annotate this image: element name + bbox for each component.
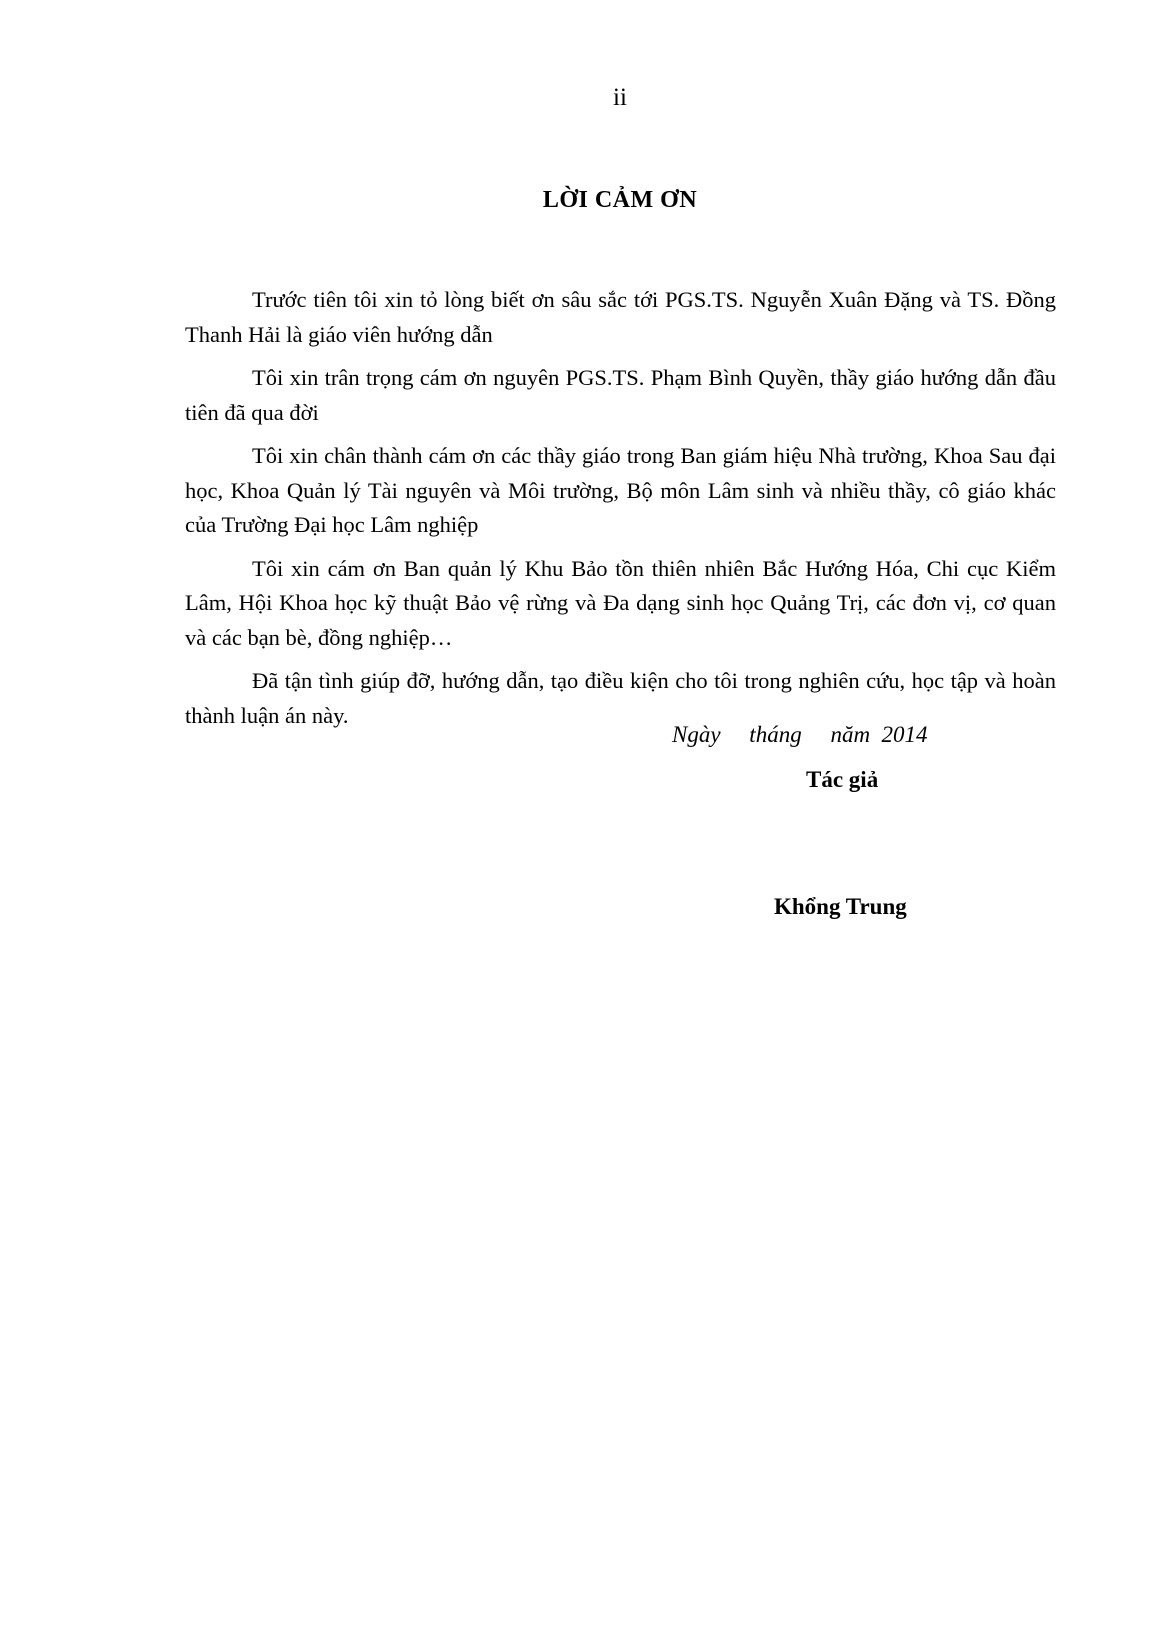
author-label: Tác giả: [806, 767, 879, 792]
signature-date: Ngày tháng năm 2014: [672, 722, 928, 747]
paragraph: Đã tận tình giúp đỡ, hướng dẫn, tạo điều kiện cho tôi trong nghiên cứu, học tập và hoàn thành luận án này.: [185, 668, 1056, 728]
paragraph: Trước tiên tôi xin tỏ lòng biết ơn sâu sắc tới PGS.TS. Nguyễn Xuân Đặng và TS. Đồng Thanh Hải là giáo viên hướng dẫn: [185, 287, 1056, 347]
page-title: LỜI CẢM ƠN: [542, 187, 698, 213]
paragraph: Tôi xin chân thành cám ơn các thầy giáo trong Ban giám hiệu Nhà trường, Khoa Sau đại học, Khoa Quản lý Tài nguyên và Môi trường, Bộ môn Lâm sinh và nhiều thầy, cô giáo khác của Trường Đại học Lâm nghiệp: [185, 443, 1056, 537]
paragraph: Tôi xin cám ơn Ban quản lý Khu Bảo tồn thiên nhiên Bắc Hướng Hóa, Chi cục Kiểm Lâm, Hội Khoa học kỹ thuật Bảo vệ rừng và Đa dạng sinh học Quảng Trị, các đơn vị, cơ quan và các bạn bè, đồng nghiệp…: [185, 555, 1056, 650]
acknowledgement-body: [185, 283, 1056, 742]
paragraph: Tôi xin trân trọng cám ơn nguyên PGS.TS. Phạm Bình Quyền, thầy giáo hướng dẫn đầu tiên đã qua đời: [185, 365, 1056, 425]
author-name: Khổng Trung: [774, 894, 907, 919]
page-number: ii: [613, 84, 627, 111]
